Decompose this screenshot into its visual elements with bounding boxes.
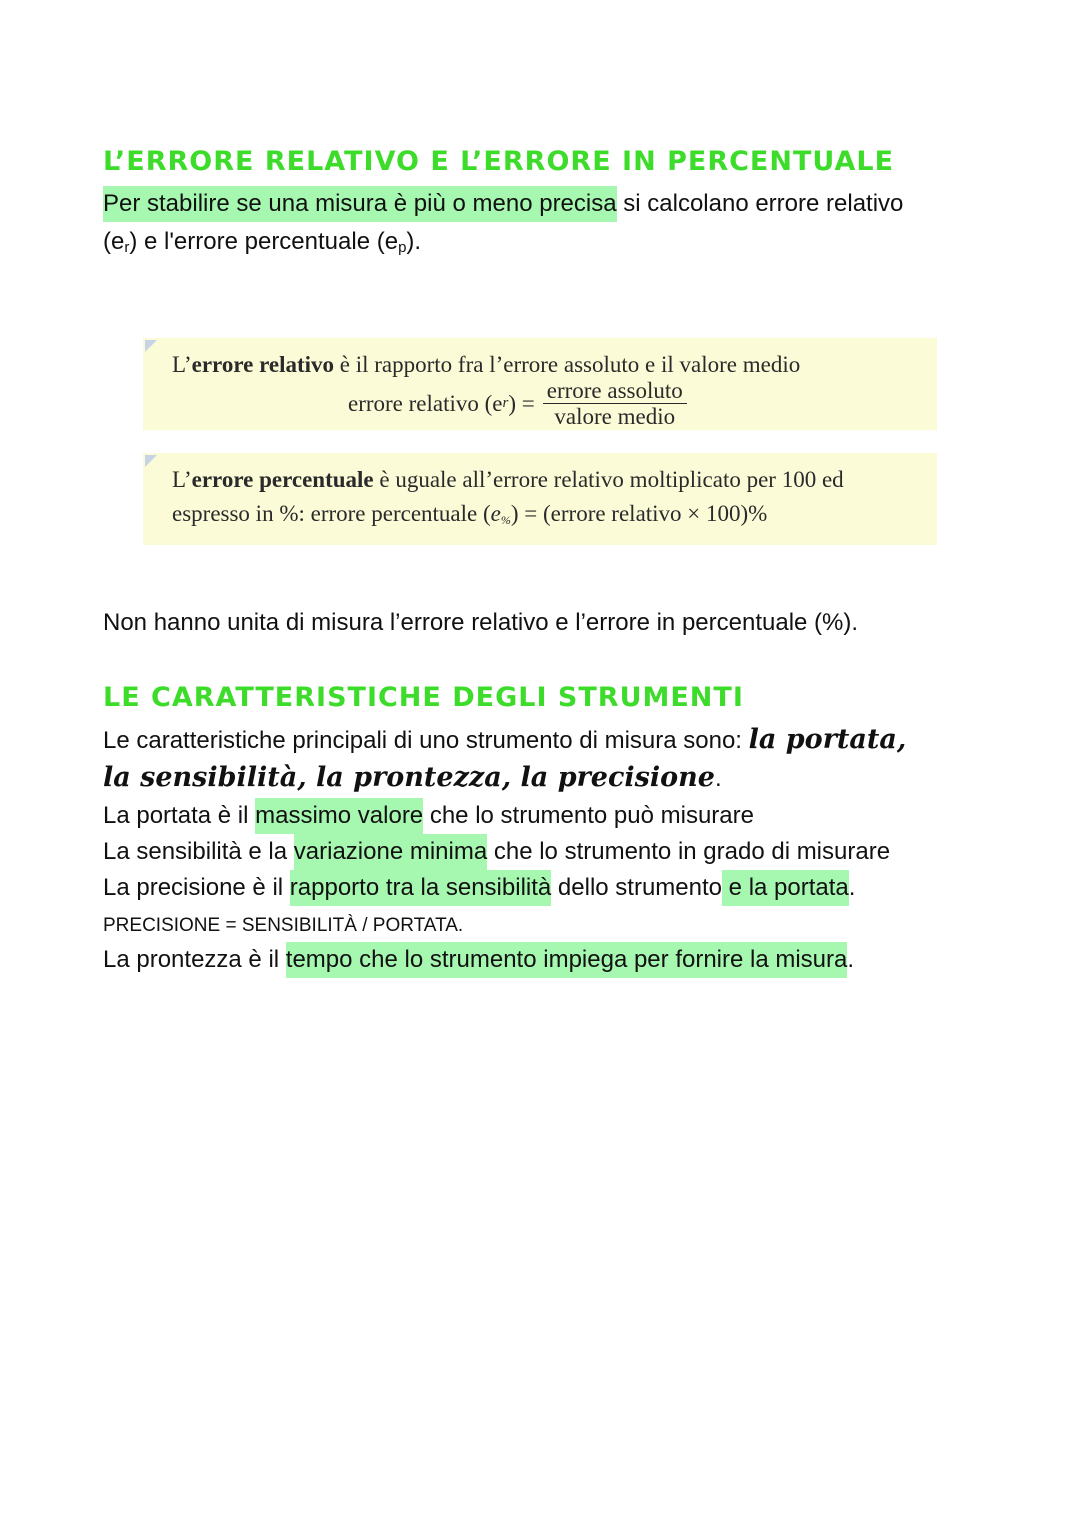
characteristics-intro-line-1 xyxy=(103,722,906,759)
text: ) = (errore relativo × 100)% xyxy=(510,501,768,526)
subscript-percent: % xyxy=(500,513,511,527)
highlight-text: tempo che lo strumento impiega per fornire la misura xyxy=(286,942,848,978)
text: si calcolano errore relativo xyxy=(616,190,904,217)
subscript-r: r xyxy=(124,239,130,256)
intro-line-1 xyxy=(103,186,903,222)
characteristics-intro-line-2 xyxy=(103,760,722,797)
formula-equals: ) = xyxy=(508,390,535,416)
text: ). xyxy=(406,228,422,255)
highlight-text: e la portata xyxy=(722,870,849,906)
sensibilita-line xyxy=(103,834,890,870)
corner-marker-icon xyxy=(145,340,157,352)
text: L’ xyxy=(172,352,192,377)
subscript-p: p xyxy=(398,239,407,256)
fraction-denominator: valore medio xyxy=(554,404,676,429)
text: La portata è il xyxy=(103,802,256,829)
text: . xyxy=(847,946,855,973)
definition-line-1 xyxy=(172,467,844,493)
text: è uguale all’errore relativo moltiplicato per 100 ed xyxy=(373,467,844,492)
definition-box-errore-percentuale xyxy=(143,453,937,545)
bold-term: errore relativo xyxy=(191,352,335,377)
bold-italic-text: la portata, xyxy=(748,724,907,755)
definition-text xyxy=(172,352,800,378)
symbol-e: e xyxy=(490,501,501,526)
prontezza-line xyxy=(103,942,854,978)
text: . xyxy=(714,765,722,792)
text: ) e l'errore percentuale (e xyxy=(129,228,399,255)
bold-term: errore percentuale xyxy=(191,467,374,492)
section-title-errore: L’ERRORE RELATIVO E L’ERRORE IN PERCENTUALE xyxy=(103,146,895,177)
bold-italic-text: la sensibilità, la prontezza, la precisione xyxy=(103,762,715,793)
text: è il rapporto fra l’errore assoluto e il valore medio xyxy=(334,352,801,377)
text: che lo strumento in grado di misurare xyxy=(487,838,891,865)
corner-marker-icon xyxy=(145,455,157,467)
definition-box-errore-relativo xyxy=(143,338,937,430)
text: . xyxy=(848,874,856,901)
formula-lhs: errore relativo (e xyxy=(348,390,503,416)
text: dello strumento xyxy=(551,874,723,901)
portata-line xyxy=(103,798,754,834)
section-title-strumenti: LE CARATTERISTICHE DEGLI STRUMENTI xyxy=(103,682,744,713)
highlight-text: rapporto tra la sensibilità xyxy=(290,870,551,906)
text: Le caratteristiche principali di uno strumento di misura sono: xyxy=(103,727,749,754)
text: L’ xyxy=(172,467,192,492)
precisione-line xyxy=(103,870,855,906)
subscript-r: r xyxy=(502,395,509,411)
definition-line-2 xyxy=(172,501,767,528)
intro-line-2 xyxy=(103,224,421,266)
text: espresso in %: errore percentuale ( xyxy=(172,501,491,526)
text: (e xyxy=(103,228,125,255)
text: La sensibilità e la xyxy=(103,838,294,865)
highlight-text: Per stabilire se una misura è più o meno precisa xyxy=(103,186,617,222)
text: La prontezza è il xyxy=(103,946,286,973)
text: La precisione è il xyxy=(103,874,290,901)
text: che lo strumento può misurare xyxy=(423,802,754,829)
fraction xyxy=(543,378,687,429)
formula-errore-relativo xyxy=(348,378,687,429)
fraction-numerator: errore assoluto xyxy=(543,378,687,404)
precisione-formula: PRECISIONE = SENSIBILITÀ / PORTATA. xyxy=(103,915,464,936)
highlight-text: massimo valore xyxy=(255,798,423,834)
unit-note: Non hanno unita di misura l’errore relativo e l’errore in percentuale (%). xyxy=(103,609,859,636)
highlight-text: variazione minima xyxy=(294,834,487,870)
